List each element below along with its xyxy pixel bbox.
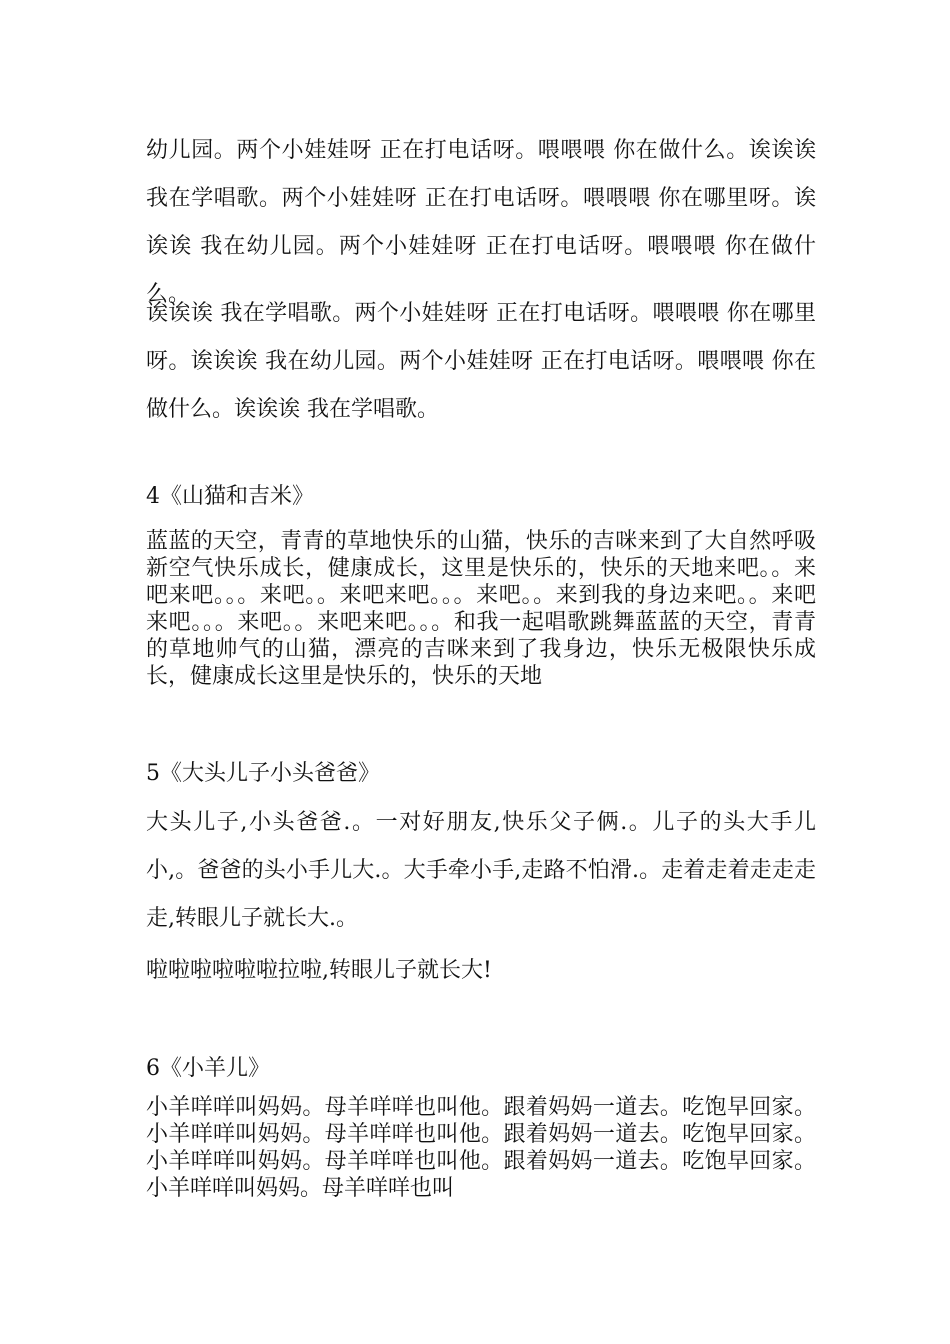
song5-paragraph-2: 啦啦啦啦啦啦拉啦,转眼儿子就长大! [146,958,492,983]
song4-paragraph-1: 蓝蓝的天空，青青的草地快乐的山猫，快乐的吉咪来到了大自然呼吸新空气快乐成长，健康成长，这里是快乐的，快乐的天地来吧。。来吧来吧。。。来吧。。来吧来吧。。。来吧。。来到我的身边来吧。。来吧来吧。。。来吧。。来吧来吧。。。和我一起唱歌跳舞蓝蓝的天空，青青的草地帅气的山猫，漂亮的吉咪来到了我身边，快乐无极限快乐成长，健康成长这里是快乐的，快乐的天地 [146,529,816,689]
song6-title: 6《小羊儿》 [146,1056,270,1081]
song3-paragraph-1: 幼儿园。两个小娃娃呀 正在打电话呀。喂喂喂 你在做什么。诶诶诶 我在学唱歌。两个小娃娃呀 正在打电话呀。喂喂喂 你在哪里呀。诶诶诶 我在幼儿园。两个小娃娃呀 正在打电话呀。喂喂喂 你在做什么。 [146,138,816,307]
song6-paragraph-1: 小羊咩咩叫妈妈。母羊咩咩也叫他。跟着妈妈一道去。吃饱早回家。小羊咩咩叫妈妈。母羊咩咩也叫他。跟着妈妈一道去。吃饱早回家。小羊咩咩叫妈妈。母羊咩咩也叫他。跟着妈妈一道去。吃饱早回家。小羊咩咩叫妈妈。母羊咩咩也叫 [146,1095,816,1201]
song5-paragraph-1: 大头儿子,小头爸爸.。一对好朋友,快乐父子俩.。儿子的头大手儿小,。爸爸的头小手儿大.。大手牵小手,走路不怕滑.。走着走着走走走走,转眼儿子就长大.。 [146,810,816,931]
song4-title: 4《山猫和吉米》 [146,484,314,509]
song3-paragraph-2: 诶诶诶 我在学唱歌。两个小娃娃呀 正在打电话呀。喂喂喂 你在哪里呀。诶诶诶 我在幼儿园。两个小娃娃呀 正在打电话呀。喂喂喂 你在做什么。诶诶诶 我在学唱歌。 [146,301,816,422]
song5-title: 5《大头儿子小头爸爸》 [146,761,380,786]
